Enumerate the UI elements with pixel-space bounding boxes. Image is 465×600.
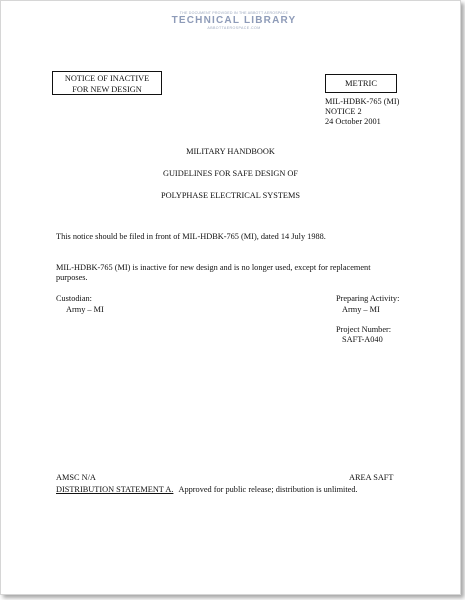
notice-date: 24 October 2001 <box>325 117 381 126</box>
inactive-statement-line2: purposes. <box>56 273 88 282</box>
filing-instruction: This notice should be filed in front of MIL-HDBK-765 (MI), dated 14 July 1988. <box>56 232 326 241</box>
logo-url: ABBOTTAEROSPACE.COM <box>207 26 261 30</box>
logo-title: TECHNICAL LIBRARY <box>171 15 297 26</box>
heading-guidelines: GUIDELINES FOR SAFE DESIGN OF <box>162 169 299 178</box>
distribution-statement-label: DISTRIBUTION STATEMENT A. <box>56 485 174 494</box>
project-number-value: SAFT-A040 <box>342 335 383 344</box>
distribution-statement-text: Approved for public release; distribution is unlimited. <box>178 485 358 494</box>
amsc-code: AMSC N/A <box>56 473 96 482</box>
metric-box: METRIC <box>325 74 397 93</box>
inactive-statement-line1: MIL-HDBK-765 (MI) is inactive for new design and is no longer used, except for replacement <box>56 263 371 272</box>
custodian-value: Army – MI <box>66 305 104 314</box>
logo-tagline: THE DOCUMENT PROVIDED IN THE ABBOTT AEROSPACE <box>179 11 289 15</box>
technical-library-logo <box>164 11 304 37</box>
heading-polyphase: POLYPHASE ELECTRICAL SYSTEMS <box>160 191 300 200</box>
inactive-notice-line1: NOTICE OF INACTIVE <box>64 74 150 83</box>
preparing-activity-label: Preparing Activity: <box>336 294 400 303</box>
inactive-notice-box <box>52 71 162 95</box>
notice-number: NOTICE 2 <box>325 107 362 116</box>
area-code: AREA SAFT <box>349 473 394 482</box>
document-number: MIL-HDBK-765 (MI) <box>325 97 400 106</box>
project-number-label: Project Number: <box>336 325 392 334</box>
inactive-notice-line2: FOR NEW DESIGN <box>72 85 142 94</box>
distribution-statement <box>56 485 358 495</box>
custodian-label: Custodian: <box>56 294 92 303</box>
preparing-activity-value: Army – MI <box>342 305 380 314</box>
heading-military-handbook: MILITARY HANDBOOK <box>186 147 275 156</box>
